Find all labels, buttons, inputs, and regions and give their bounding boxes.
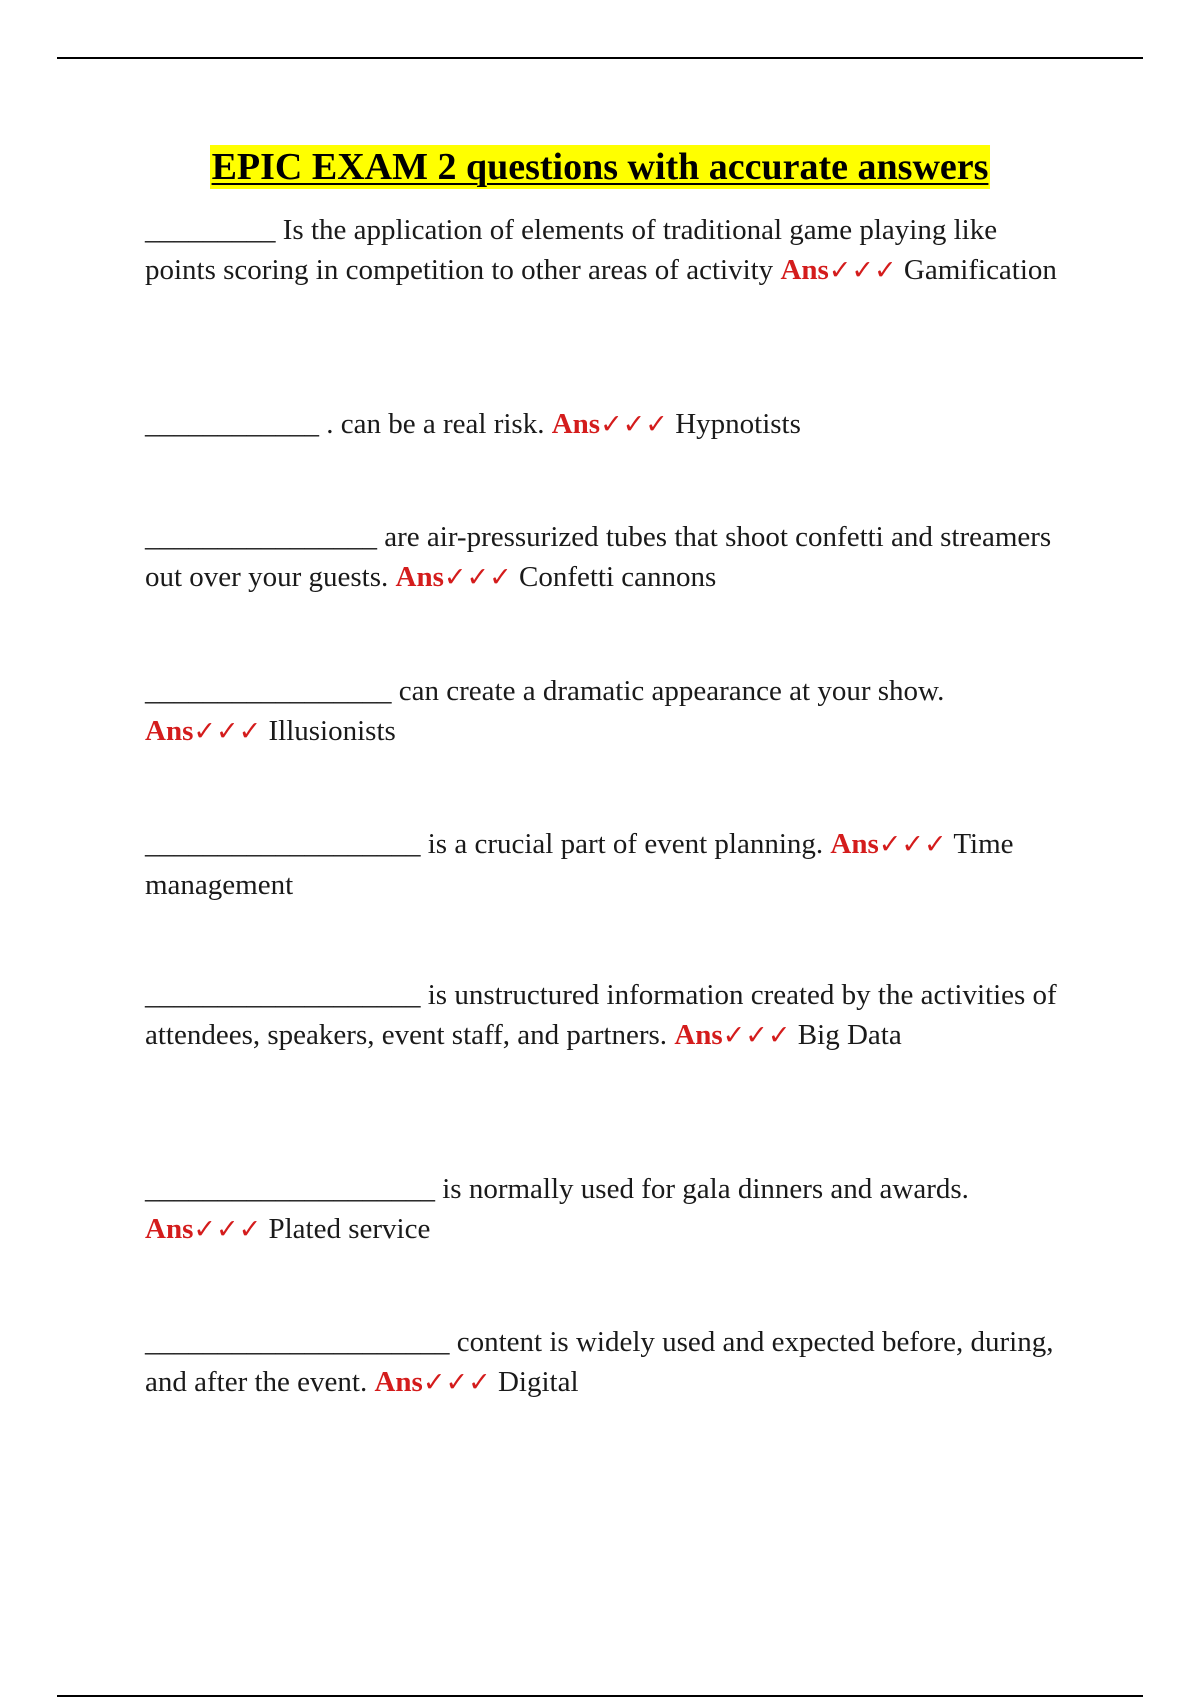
answer-marker: Ans✓✓✓ — [551, 408, 668, 440]
question-8 — [145, 1322, 1065, 1403]
question-6 — [145, 975, 1065, 1056]
answer-marker: Ans✓✓✓ — [145, 715, 262, 747]
question-prompt: ___________________ is a crucial part of event planning. — [145, 828, 824, 860]
check-icon: ✓✓✓ — [722, 1020, 791, 1051]
question-answer: Digital — [497, 1366, 579, 1398]
question-answer: Confetti cannons — [518, 561, 717, 593]
question-7 — [145, 1169, 1065, 1250]
check-icon: ✓✓✓ — [443, 562, 512, 593]
check-icon: ✓✓✓ — [600, 409, 668, 440]
question-2 — [145, 404, 1065, 445]
question-answer: Big Data — [797, 1019, 902, 1051]
bottom-rule — [57, 1695, 1143, 1697]
question-4 — [145, 671, 1065, 752]
answer-marker: Ans✓✓✓ — [674, 1019, 791, 1051]
question-prompt: ____________ . can be a real risk. — [145, 408, 545, 440]
check-icon: ✓✓✓ — [828, 255, 897, 286]
question-answer: Hypnotists — [675, 408, 801, 440]
check-icon: ✓✓✓ — [193, 1214, 262, 1245]
question-answer: Time management — [145, 828, 1014, 901]
check-icon: ✓✓✓ — [193, 716, 262, 747]
title-container — [0, 145, 1200, 189]
answer-marker: Ans✓✓✓ — [395, 561, 512, 593]
answer-marker: Ans✓✓✓ — [830, 828, 947, 860]
question-3 — [145, 517, 1065, 598]
question-answer: Plated service — [268, 1213, 431, 1245]
question-prompt: _________ Is the application of elements of traditional game playing like points scoring in competition to other areas of activity — [145, 214, 998, 286]
top-rule — [57, 57, 1143, 59]
document-title: EPIC EXAM 2 questions with accurate answers — [211, 146, 989, 188]
answer-marker: Ans✓✓✓ — [374, 1366, 491, 1398]
question-prompt: ____________________ is normally used for gala dinners and awards. — [145, 1173, 969, 1205]
check-icon: ✓✓✓ — [878, 829, 947, 860]
question-answer: Gamification — [903, 254, 1057, 286]
question-1 — [145, 210, 1065, 291]
check-icon: ✓✓✓ — [422, 1367, 491, 1398]
answer-marker: Ans✓✓✓ — [780, 254, 897, 286]
question-5 — [145, 824, 1065, 905]
question-prompt: ___________________ is unstructured information created by the activities of attendees, speakers, event staff, and partners. — [145, 979, 1057, 1051]
question-prompt: _________________ can create a dramatic appearance at your show. — [145, 675, 945, 707]
answer-marker: Ans✓✓✓ — [145, 1213, 262, 1245]
question-answer: Illusionists — [268, 715, 396, 747]
question-prompt: _____________________ content is widely used and expected before, during, and after the event. — [145, 1326, 1054, 1398]
question-prompt: ________________ are air-pressurized tubes that shoot confetti and streamers out over your guests. — [145, 521, 1052, 593]
